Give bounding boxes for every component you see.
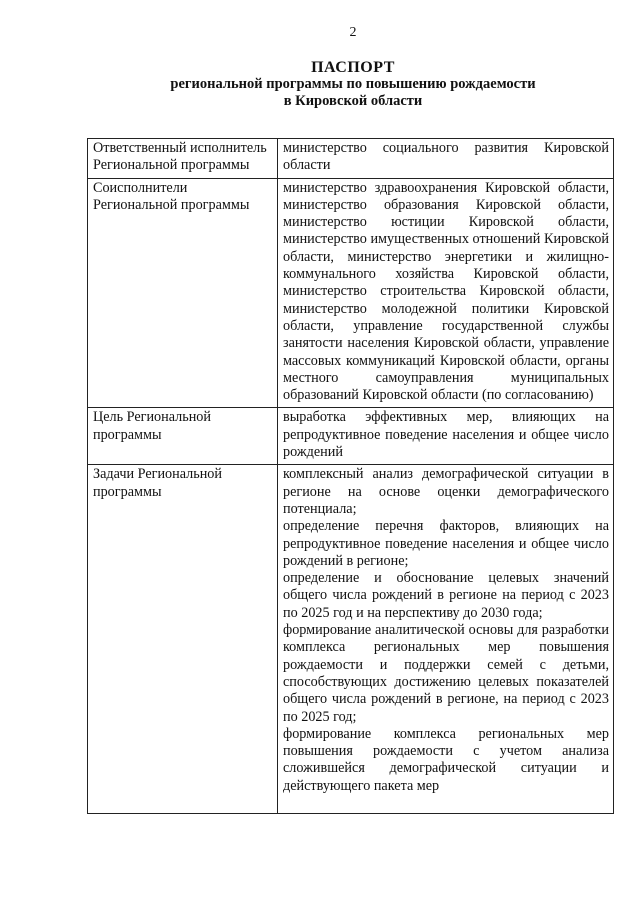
table-row-goal	[88, 408, 614, 465]
table-row-tasks	[88, 465, 614, 814]
tasks-list	[278, 465, 614, 814]
row-label: Цель Региональной программы	[88, 408, 278, 465]
table-row-coexecutors	[88, 178, 614, 408]
title-line-2: региональной программы по повышению рождаемости	[170, 76, 536, 92]
task-item: формирование комплекса региональных мер повышения рождаемости с учетом анализа сложившейся демографической ситуации и действующего пакета мер	[283, 725, 609, 794]
page-number: 2	[349, 25, 357, 40]
row-label: Соисполнители Региональной программы	[88, 178, 278, 408]
task-item: комплексный анализ демографической ситуации в регионе на основе оценки демографического потенциала;	[283, 466, 609, 517]
task-item: определение и обоснование целевых значений общего числа рождений в регионе на период с 2023 по 2025 год и на перспективу до 2030 года;	[283, 570, 609, 621]
document-title	[0, 59, 640, 110]
row-value: министерство здравоохранения Кировской области, министерство образования Кировской области, министерство юстиции Кировской области, министерство имущественных отношений Кировской области, министерство энергетики и жилищно-коммунального хозяйства Кировской области, министерство строительства Кировской области, министерство молодежной политики Кировской области, управление государственной службы занятости населения Кировской области, управление массовых коммуникаций Кировской области, органы местного самоуправления муниципальных образований Кировской области (по согласованию)	[278, 178, 614, 408]
task-item: определение перечня факторов, влияющих на репродуктивное поведение населения и общее число рождений в регионе;	[283, 518, 609, 569]
row-value: выработка эффективных мер, влияющих на репродуктивное поведение населения и общее число рождений	[278, 408, 614, 465]
title-main: ПАСПОРТ	[311, 59, 395, 76]
row-label: Задачи Региональной программы	[88, 465, 278, 814]
table-row-responsible	[88, 139, 614, 179]
row-label: Ответственный исполнитель Региональной программы	[88, 139, 278, 179]
passport-table	[87, 138, 614, 814]
task-item: формирование аналитической основы для разработки комплекса региональных мер повышения рождаемости и поддержки семей с детьми, способствующих достижению целевых показателей общего числа рождений в регионе, на период с 2023 по 2025 год;	[283, 622, 609, 725]
title-line-3: в Кировской области	[283, 93, 423, 109]
row-value: министерство социального развития Кировской области	[278, 139, 614, 179]
